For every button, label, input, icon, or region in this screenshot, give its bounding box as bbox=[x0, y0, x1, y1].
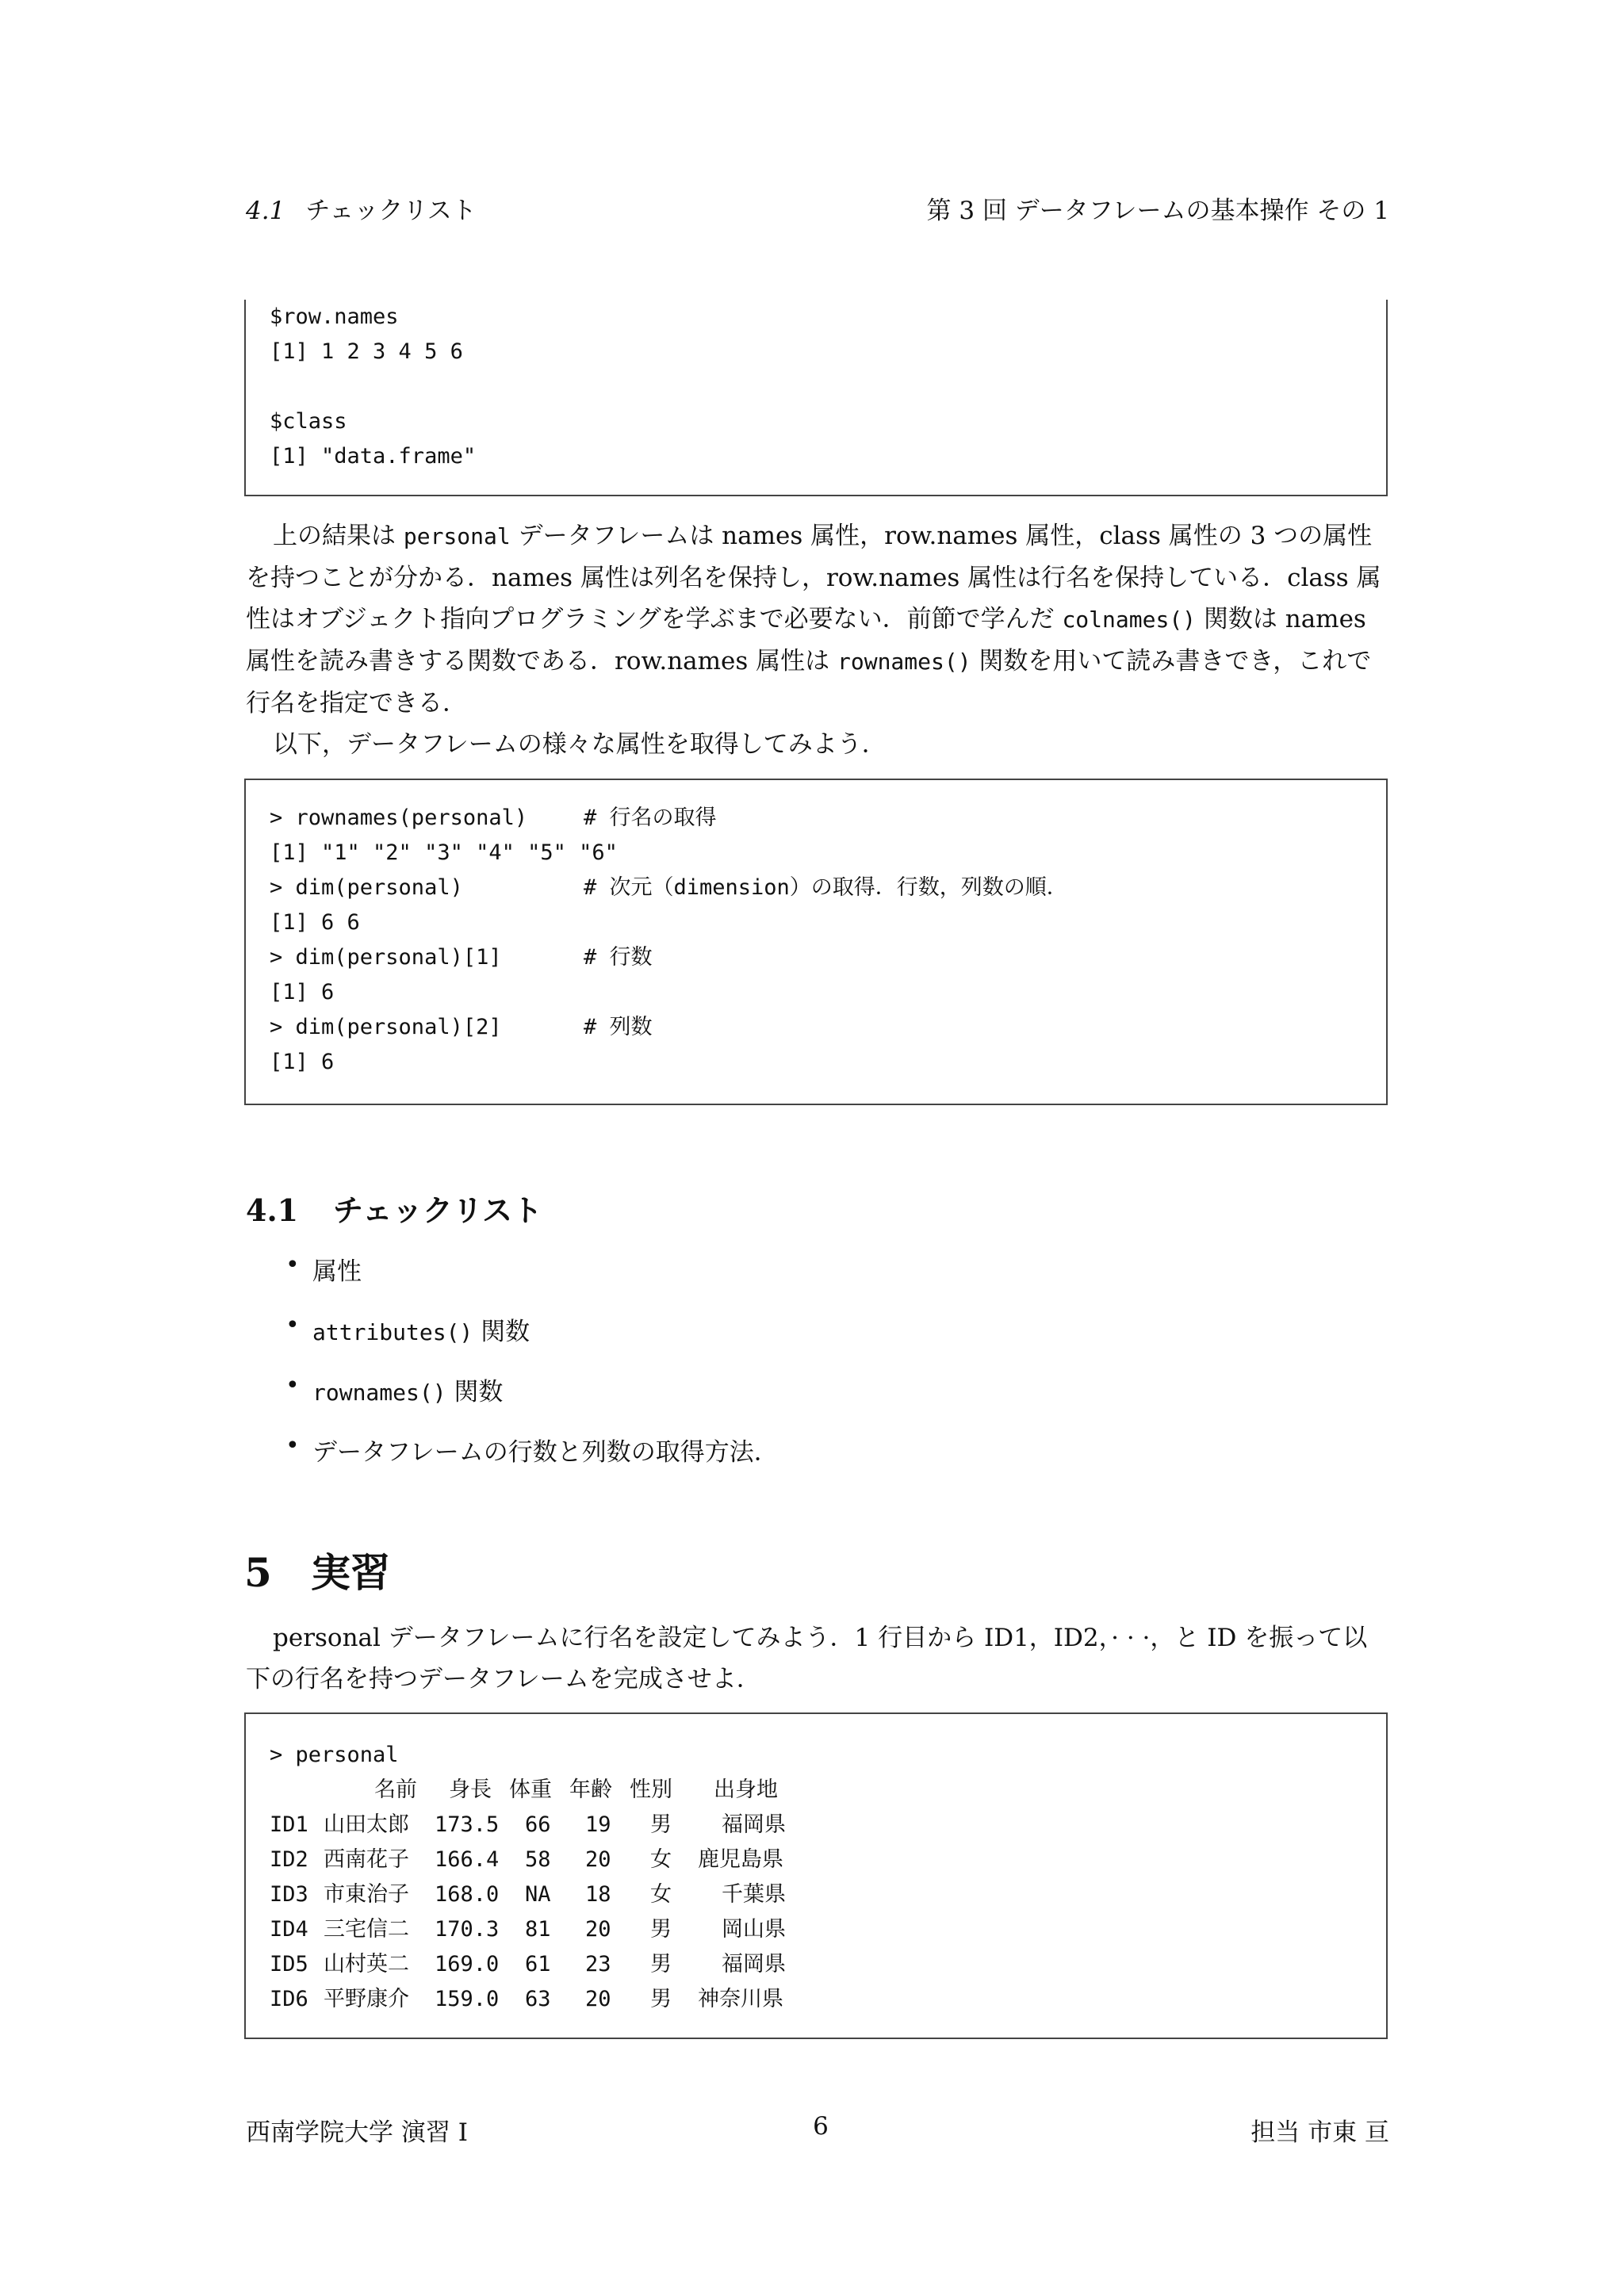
code-command: > dim(personal)[2] bbox=[270, 1015, 502, 1039]
section-heading-exercise bbox=[244, 1541, 390, 1598]
bullet-icon: • bbox=[285, 1432, 300, 1460]
table-row bbox=[270, 1982, 1386, 2017]
row-name: ID3 bbox=[270, 1882, 308, 1907]
paragraph-text: 以下，データフレームの様々な属性を取得してみよう． bbox=[273, 730, 887, 759]
checklist-item bbox=[285, 1311, 530, 1347]
code-line bbox=[270, 905, 1386, 940]
bullet-icon: • bbox=[285, 1251, 300, 1279]
code-comment: # 次元（dimension）の取得．行数，列数の順． bbox=[584, 875, 1068, 900]
code-box-personal-table bbox=[244, 1712, 1388, 2039]
checklist-text: 関数 bbox=[446, 1378, 504, 1406]
row-name: ID5 bbox=[270, 1952, 308, 1976]
table-cell: 女 bbox=[650, 1847, 672, 1872]
section-title: 実習 bbox=[311, 1549, 390, 1596]
code-line: [1] 1 2 3 4 5 6 bbox=[270, 339, 463, 364]
table-row bbox=[270, 1947, 1386, 1982]
table-cell: 男 bbox=[650, 1987, 672, 2011]
code-command: [1] 6 bbox=[270, 980, 335, 1004]
page-number: 6 bbox=[813, 2112, 829, 2141]
table-cell: 63 bbox=[525, 1987, 551, 2011]
column-header: 身長 bbox=[449, 1777, 492, 1802]
bullet-icon: • bbox=[285, 1311, 300, 1339]
code-line bbox=[270, 1010, 1386, 1045]
table-cell: 18 bbox=[585, 1882, 611, 1907]
checklist-item bbox=[285, 1432, 779, 1468]
table-cell: 169.0 bbox=[435, 1952, 500, 1976]
table-cell: 山田太郎 bbox=[324, 1812, 409, 1837]
footer-course: 西南学院大学 演習 I bbox=[246, 2118, 468, 2147]
checklist-item bbox=[285, 1251, 362, 1287]
column-header: 体重 bbox=[509, 1777, 552, 1802]
table-cell: 神奈川県 bbox=[698, 1987, 783, 2011]
bullet-icon: • bbox=[285, 1372, 300, 1399]
table-header-row bbox=[270, 1773, 1386, 1808]
table-cell: 20 bbox=[585, 1917, 611, 1942]
paragraph-text: データフレームは names 属性，row.names 属性，class 属性の 3 つの属性を持つことが分かる．names 属性は列名を保持し，row.names 属性は行名を保持している．class 属性はオブジェクト指向プログラミングを学ぶまで必要ない．前節で学んだ bbox=[246, 522, 1381, 633]
checklist-text: 関数 bbox=[473, 1318, 530, 1346]
section-number: 5 bbox=[244, 1549, 272, 1596]
table-cell: 鹿児島県 bbox=[698, 1847, 783, 1872]
code-command: > dim(personal) bbox=[270, 875, 463, 900]
row-name: ID4 bbox=[270, 1917, 308, 1942]
body-paragraph-attributes bbox=[246, 515, 1388, 765]
table-cell: 58 bbox=[525, 1847, 551, 1872]
paragraph-text: 上の結果は bbox=[273, 522, 404, 550]
code-comment: # 行名の取得 bbox=[584, 806, 717, 830]
table-cell: 福岡県 bbox=[722, 1952, 786, 1976]
row-name: ID2 bbox=[270, 1847, 308, 1872]
table-cell: 山村英二 bbox=[324, 1952, 409, 1976]
paragraph-text: personal データフレームに行名を設定してみよう．1 行目から ID1，ID2，· · ·，と ID を振って以下の行名を持つデータフレームを完成させよ． bbox=[246, 1624, 1368, 1693]
table-row bbox=[270, 1808, 1386, 1843]
table-cell: 市東治子 bbox=[324, 1882, 409, 1907]
code-line: [1] "data.frame" bbox=[270, 444, 477, 469]
table-row bbox=[270, 1877, 1386, 1912]
code-line bbox=[270, 1045, 1386, 1080]
checklist-text: 属性 bbox=[312, 1257, 362, 1286]
code-line bbox=[270, 369, 1386, 404]
running-header-chapter: 第 3 回 データフレームの基本操作 その 1 bbox=[926, 197, 1389, 225]
code-line bbox=[270, 801, 1386, 836]
code-command: [1] "1" "2" "3" "4" "5" "6" bbox=[270, 840, 618, 865]
table-cell: 男 bbox=[650, 1917, 672, 1942]
table-cell: 女 bbox=[650, 1882, 672, 1907]
table-cell: 西南花子 bbox=[324, 1847, 409, 1872]
table-cell: 三宅信二 bbox=[324, 1917, 409, 1942]
body-paragraph-exercise bbox=[246, 1617, 1388, 1700]
code-output-box-attributes bbox=[244, 300, 1388, 496]
inline-code-attributes: attributes() bbox=[312, 1319, 473, 1345]
code-line bbox=[270, 975, 1386, 1010]
paragraph-text: 関数は names 属性を読み書きする関数である．row.names 属性は bbox=[246, 605, 1366, 675]
code-line bbox=[270, 871, 1386, 905]
table-row bbox=[270, 1843, 1386, 1877]
table-cell: 170.3 bbox=[435, 1917, 500, 1942]
section-title: チェックリスト bbox=[333, 1192, 543, 1228]
inline-code-rownames: rownames() bbox=[312, 1380, 446, 1406]
table-cell: NA bbox=[525, 1882, 551, 1907]
code-command: [1] 6 bbox=[270, 1050, 335, 1074]
column-header: 名前 bbox=[374, 1777, 417, 1802]
code-comment: # 列数 bbox=[584, 1015, 653, 1039]
table-cell: 20 bbox=[585, 1847, 611, 1872]
table-cell: 千葉県 bbox=[722, 1882, 786, 1907]
code-command: [1] 6 6 bbox=[270, 910, 360, 935]
code-line: $row.names bbox=[270, 304, 399, 329]
code-command: > dim(personal)[1] bbox=[270, 945, 502, 970]
table-cell: 福岡県 bbox=[722, 1812, 786, 1837]
table-cell: 66 bbox=[525, 1812, 551, 1837]
code-line: $class bbox=[270, 409, 347, 434]
table-cell: 20 bbox=[585, 1987, 611, 2011]
running-header-section-title: チェックリスト bbox=[305, 197, 477, 225]
code-line bbox=[270, 836, 1386, 871]
table-row bbox=[270, 1912, 1386, 1947]
checklist-text: データフレームの行数と列数の取得方法． bbox=[312, 1438, 779, 1467]
paragraph-text: 関数を用いて読み書きでき，これで行名を指定できる． bbox=[246, 647, 1372, 718]
column-header: 性別 bbox=[630, 1777, 672, 1802]
code-command: > rownames(personal) bbox=[270, 806, 528, 830]
table-cell: 男 bbox=[650, 1952, 672, 1976]
inline-code-personal: personal bbox=[403, 523, 511, 549]
column-header: 出身地 bbox=[714, 1777, 778, 1802]
row-name: ID6 bbox=[270, 1987, 308, 2011]
table-cell: 19 bbox=[585, 1812, 611, 1837]
table-cell: 岡山県 bbox=[722, 1917, 786, 1942]
section-heading-checklist bbox=[246, 1186, 542, 1230]
code-line bbox=[270, 940, 1386, 975]
code-box-dimensions bbox=[244, 779, 1388, 1105]
running-header-section-number: 4.1 bbox=[246, 197, 285, 225]
table-cell: 81 bbox=[525, 1917, 551, 1942]
inline-code-rownames: rownames() bbox=[837, 649, 971, 675]
row-name: ID1 bbox=[270, 1812, 308, 1837]
table-cell: 23 bbox=[585, 1952, 611, 1976]
table-cell: 173.5 bbox=[435, 1812, 500, 1837]
section-number: 4.1 bbox=[246, 1192, 299, 1228]
code-comment: # 行数 bbox=[584, 945, 653, 970]
code-line: > personal bbox=[270, 1743, 399, 1767]
checklist-item bbox=[285, 1372, 504, 1407]
table-cell: 61 bbox=[525, 1952, 551, 1976]
table-cell: 男 bbox=[650, 1812, 672, 1837]
table-cell: 168.0 bbox=[435, 1882, 500, 1907]
footer-instructor: 担当 市東 亘 bbox=[1251, 2118, 1389, 2147]
table-cell: 159.0 bbox=[435, 1987, 500, 2011]
table-cell: 平野康介 bbox=[324, 1987, 409, 2011]
column-header: 年齢 bbox=[569, 1777, 612, 1802]
table-cell: 166.4 bbox=[435, 1847, 500, 1872]
running-header-section bbox=[246, 190, 477, 226]
inline-code-colnames: colnames() bbox=[1062, 607, 1197, 633]
